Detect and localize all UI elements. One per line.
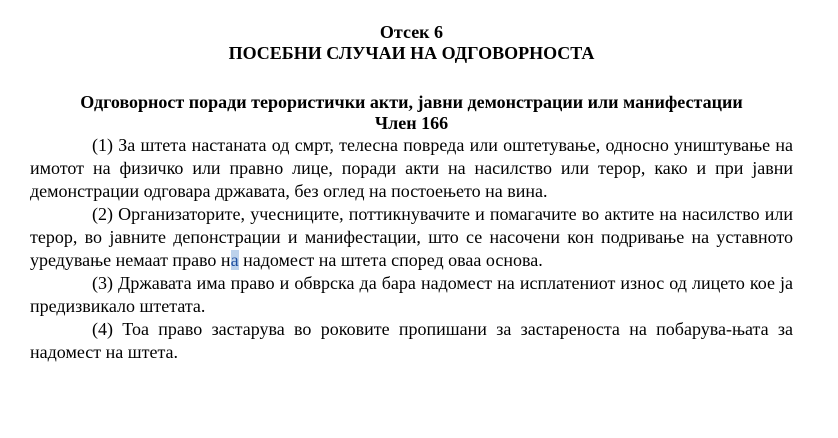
document-page bbox=[30, 22, 793, 364]
paragraph-4: (4) Тоа право застарува во роковите пропишани за застареноста на побарува-њата за надомест на штета. bbox=[30, 319, 793, 362]
section-number: Отсек 6 bbox=[379, 22, 444, 42]
section-title: ПОСЕБНИ СЛУЧАИ НА ОДГОВОРНОСТА bbox=[228, 43, 595, 63]
paragraph-2-text-before: (2) Организаторите, учесниците, поттикнувачите и помагачите во актите на насилство или терор, во јавните депонстрации и манифестации, што се насочени кон подривање на уставното уредување немаат право н bbox=[30, 204, 793, 270]
paragraph-2-text-after: надомест на штета според оваа основа. bbox=[238, 250, 543, 270]
paragraph-1: (1) За штета настаната од смрт, телесна повреда или оштетување, односно уништување на имотот на физичко или правно лице, поради акти на насилство или терор, како и при јавни демонстрации одговара државата, без оглед на постоењето на вина. bbox=[30, 135, 793, 201]
paragraph-3: (3) Државата има право и обврска да бара надомест на исплатениот износ од лицето кое ја предизвикало штетата. bbox=[30, 273, 793, 316]
article-number: Член 166 bbox=[374, 113, 449, 133]
paragraph-2 bbox=[30, 203, 793, 272]
article-heading: Одговорност поради терористички акти, јавни демонстрации или манифестации bbox=[80, 92, 743, 112]
text-cursor-highlight[interactable]: а bbox=[230, 250, 239, 270]
